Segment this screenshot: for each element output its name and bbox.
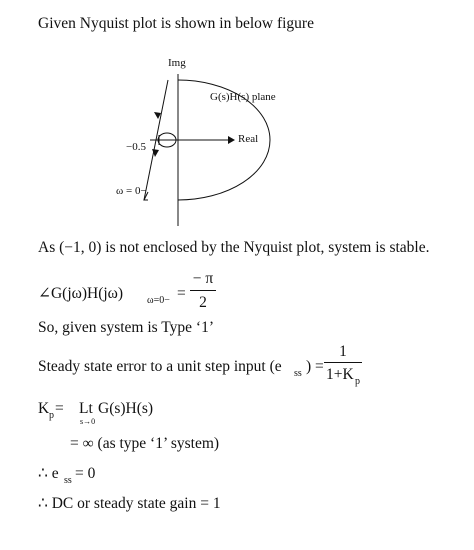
angle-numerator: − π (192, 270, 214, 287)
angle-subscript: ω=0− (147, 295, 170, 306)
ess-zero-pre: ∴ e (38, 465, 59, 482)
kp-subscript: p (49, 410, 54, 421)
plane-label: G(s)H(s) plane (210, 91, 276, 103)
kp-limit-subscript: s→0 (80, 417, 96, 426)
ess-denominator: 1+K (326, 366, 354, 383)
ess-fraction-bar (324, 362, 362, 363)
ess-text: Steady state error to a unit step input (e (38, 358, 282, 375)
kp-limit: Lt (79, 400, 93, 417)
ess-zero-subscript: ss (64, 475, 72, 486)
intro-text: Given Nyquist plot is shown in below figure (38, 15, 314, 32)
angle-lhs: ∠G(jω)H(jω) (38, 285, 124, 302)
ess-zero-post: = 0 (75, 465, 96, 482)
type-statement: So, given system is Type ‘1’ (38, 319, 215, 336)
stability-statement: As (−1, 0) is not enclosed by the Nyquist plot, system is stable. (38, 239, 430, 256)
ess-after: ) = (306, 358, 324, 375)
ess-denominator-subscript: p (355, 376, 360, 387)
angle-denominator: 2 (199, 294, 207, 311)
point-label: −0.5 (126, 141, 146, 153)
nyquist-svg (110, 50, 310, 230)
angle-fraction-bar (190, 290, 216, 291)
nyquist-plot (110, 50, 310, 230)
imag-axis-label: Img (168, 57, 186, 69)
angle-equals: = (177, 285, 186, 302)
infinity-statement: = ∞ (as type ‘1’ system) (70, 435, 220, 452)
omega-label: ω = 0− (116, 185, 147, 197)
dc-gain-statement: ∴ DC or steady state gain = 1 (38, 495, 221, 512)
ess-subscript: ss (294, 368, 302, 379)
ess-numerator: 1 (339, 343, 347, 360)
real-axis-arrow (228, 136, 235, 144)
kp-equals: = (55, 400, 64, 417)
kp-k: K (38, 400, 50, 417)
kp-expression: G(s)H(s) (98, 400, 154, 417)
real-axis-label: Real (238, 133, 259, 145)
